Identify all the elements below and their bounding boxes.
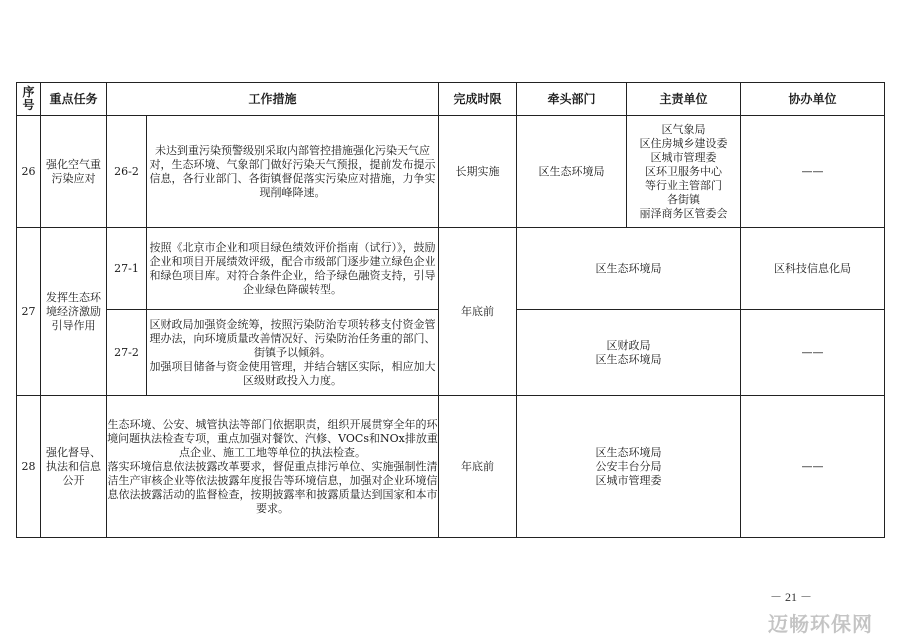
table-row-27-1 (17, 228, 885, 310)
sub-id-cell: 27-1 (107, 228, 147, 310)
watermark-logo: 迈畅环保网 (768, 612, 873, 636)
lead-main-cell: 区财政局 区生态环境局 (517, 310, 741, 396)
deadline-cell: 长期实施 (439, 116, 517, 228)
deadline-cell: 年底前 (439, 228, 517, 396)
measure-cell: 区财政局加强资金统筹，按照污染防治专项转移支付资金管理办法，向环境质量改善情况好、污染防治任务重的部门、街镇予以倾斜。 加强项目储备与资金使用管理，并结合辖区实际，相应加大区级财政投入力度。 (147, 310, 439, 396)
seq-cell: 27 (17, 228, 41, 396)
header-seq: 序 号 (17, 83, 41, 116)
table-header-row (17, 83, 885, 116)
header-deadline: 完成时限 (439, 83, 517, 116)
task-cell: 强化督导、执法和信息公开 (41, 396, 107, 538)
header-measures: 工作措施 (107, 83, 439, 116)
measure-cell: 未达到重污染预警级别采取内部管控措施强化污染天气应对，生态环境、气象部门做好污染天气预报，提前发布提示信息，各行业部门、各街镇督促落实污染应对措施，力争实现削峰降速。 (147, 116, 439, 228)
task-cell: 发挥生态环境经济激励引导作用 (41, 228, 107, 396)
lead-cell: 区生态环境局 (517, 116, 627, 228)
header-lead: 牵头部门 (517, 83, 627, 116)
measures-table (16, 82, 885, 538)
main-unit-cell: 区气象局 区住房城乡建设委 区城市管理委 区环卫服务中心 等行业主管部门 各街镇 丽泽商务区管委会 (627, 116, 741, 228)
assist-cell: —— (741, 116, 885, 228)
assist-cell: —— (741, 396, 885, 538)
lead-main-cell: 区生态环境局 (517, 228, 741, 310)
table-row-28 (17, 396, 885, 538)
seq-cell: 28 (17, 396, 41, 538)
assist-cell: 区科技信息化局 (741, 228, 885, 310)
sub-id-cell: 26-2 (107, 116, 147, 228)
deadline-cell: 年底前 (439, 396, 517, 538)
header-task: 重点任务 (41, 83, 107, 116)
measure-cell: 生态环境、公安、城管执法等部门依据职责，组织开展贯穿全年的环境问题执法检查专项，重点加强对餐饮、汽修、VOCs和NOx排放重点企业、施工工地等单位的执法检查。 落实环境信息依法披露改革要求，督促重点排污单位、实施强制性清洁生产审核企业等依法披露年度报告等环境信息，加强对企业环境信息依法披露活动的监督检查，按期披露率和披露质量达到国家和本市要求。 (107, 396, 439, 538)
page-number: － 21 － (770, 590, 813, 604)
lead-main-cell: 区生态环境局 公安丰台分局 区城市管理委 (517, 396, 741, 538)
task-cell: 强化空气重污染应对 (41, 116, 107, 228)
table-row-26 (17, 116, 885, 228)
measure-cell: 按照《北京市企业和项目绿色绩效评价指南（试行）》，鼓励企业和项目开展绩效评级，配合市级部门逐步建立绿色企业和绿色项目库。对符合条件企业，给予绿色融资支持，引导企业绿色降碳转型。 (147, 228, 439, 310)
assist-cell: —— (741, 310, 885, 396)
header-assist: 协办单位 (741, 83, 885, 116)
header-main: 主责单位 (627, 83, 741, 116)
sub-id-cell: 27-2 (107, 310, 147, 396)
seq-cell: 26 (17, 116, 41, 228)
